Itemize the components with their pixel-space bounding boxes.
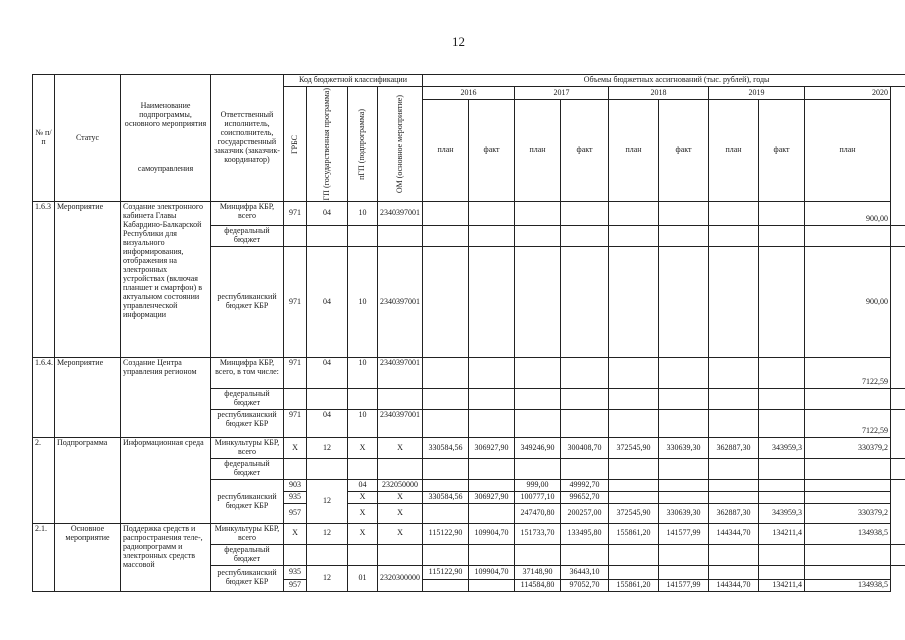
cell-plan-2016: 115122,90 bbox=[423, 524, 469, 545]
cell-fact-2019: 343959,3 bbox=[759, 438, 805, 459]
cell-plan-2017: 999,00 bbox=[515, 480, 561, 492]
cell-om: 232050000 bbox=[378, 480, 423, 492]
row-responsible: федеральный бюджет bbox=[211, 459, 284, 480]
row-responsible: федеральный бюджет bbox=[211, 544, 284, 565]
cell-pgp: 01 bbox=[348, 565, 378, 591]
cell-gp: 04 bbox=[307, 202, 348, 226]
budget-table bbox=[32, 74, 905, 592]
cell-grbs: 935 bbox=[284, 565, 307, 579]
row-name: Создание электронного кабинета Главы Кабардино-Балкарской Республики для визуального информирования, отображения на электронных устройствах (включая планшет и смартфон) в актуальном состоянии управленческой информации bbox=[121, 202, 211, 358]
cell-plan-2017: 349246,90 bbox=[515, 438, 561, 459]
header-plan: план bbox=[805, 100, 891, 202]
cell-plan-2018: 155861,20 bbox=[609, 524, 659, 545]
header-plan: план bbox=[423, 100, 469, 202]
cell-fact-2018: 330639,30 bbox=[659, 438, 709, 459]
header-name-text: Наименование подпрограммы, основного мероприятия bbox=[124, 101, 207, 129]
cell-plan-2020: 330379,2 bbox=[805, 438, 891, 459]
cell-om: 2320300000 bbox=[378, 565, 423, 591]
table-row bbox=[33, 202, 905, 226]
header-status: Статус bbox=[55, 75, 121, 202]
cell-plan-2017: 114584,80 bbox=[515, 579, 561, 591]
header-fact: факт bbox=[561, 100, 609, 202]
header-grbs: ГРБС bbox=[289, 134, 299, 154]
cell-gp: 12 bbox=[307, 480, 348, 524]
cell-gp: 12 bbox=[307, 524, 348, 545]
cell-plan-2019: 362887,30 bbox=[709, 504, 759, 524]
row-number: 1.6.3 bbox=[33, 202, 55, 358]
cell-plan-2020: 134938,5 bbox=[805, 524, 891, 545]
cell-pgp: 04 bbox=[348, 480, 378, 492]
cell-plan-2019: 144344,70 bbox=[709, 579, 759, 591]
header-kbk: Код бюджетной классификации bbox=[284, 75, 423, 87]
cell-fact-2016: 306927,90 bbox=[469, 438, 515, 459]
cell-grbs: 971 bbox=[284, 358, 307, 389]
cell-om: Х bbox=[378, 492, 423, 504]
header-plan: план bbox=[515, 100, 561, 202]
cell-fact-2016: 109904,70 bbox=[469, 565, 515, 579]
row-responsible: Минцифра КБР, всего bbox=[211, 202, 284, 226]
cell-grbs: 971 bbox=[284, 410, 307, 438]
header-year-2016: 2016 bbox=[423, 86, 515, 99]
header-year-2018: 2018 bbox=[609, 86, 709, 99]
cell-plan-2018: 372545,90 bbox=[609, 438, 659, 459]
cell-plan-2017: 37148,90 bbox=[515, 565, 561, 579]
cell-om: 2340397001 bbox=[378, 202, 423, 226]
cell-gp: 04 bbox=[307, 410, 348, 438]
header-gp: ГП (государственная программа) bbox=[321, 87, 331, 201]
header-om: ОМ (основное мероприятие) bbox=[394, 95, 404, 194]
cell-pgp: 10 bbox=[348, 202, 378, 226]
row-responsible: Минцифра КБР, всего, в том числе: bbox=[211, 358, 284, 389]
cell-grbs: 957 bbox=[284, 579, 307, 591]
cell-om: 2340397001 bbox=[378, 358, 423, 389]
cell-fact-2017: 97052,70 bbox=[561, 579, 609, 591]
cell-fact-2017: 133495,80 bbox=[561, 524, 609, 545]
row-responsible: республиканский бюджет КБР bbox=[211, 565, 284, 591]
cell-om: Х bbox=[378, 524, 423, 545]
cell-fact-2017: 300408,70 bbox=[561, 438, 609, 459]
cell-pgp: Х bbox=[348, 492, 378, 504]
row-responsible: федеральный бюджет bbox=[211, 389, 284, 410]
header-year-2020: 2020 bbox=[805, 86, 891, 99]
cell-fact-2018: 141577,99 bbox=[659, 524, 709, 545]
cell-gp: 12 bbox=[307, 565, 348, 591]
cell-fact-2019: 134211,4 bbox=[759, 579, 805, 591]
cell-pgp: Х bbox=[348, 524, 378, 545]
row-status: Подпрограмма bbox=[55, 438, 121, 524]
header-fact: факт bbox=[759, 100, 805, 202]
cell-fact-2017: 99652,70 bbox=[561, 492, 609, 504]
header-year-2017: 2017 bbox=[515, 86, 609, 99]
cell-plan-2016: 330584,56 bbox=[423, 492, 469, 504]
cell-plan-2020: 900,00 bbox=[805, 202, 891, 226]
cell-plan-2017: 100777,10 bbox=[515, 492, 561, 504]
cell-plan-2020: 7122,59 bbox=[805, 358, 891, 389]
header-year-2019: 2019 bbox=[709, 86, 805, 99]
header-name-continued: самоуправления bbox=[137, 164, 194, 174]
header-name bbox=[121, 75, 211, 202]
cell-grbs: 935 bbox=[284, 492, 307, 504]
row-name: Поддержка средств и распространения теле-, радиопрограмм и электронных средств массовой bbox=[121, 524, 211, 592]
header-plan: план bbox=[609, 100, 659, 202]
header-fact: факт bbox=[469, 100, 515, 202]
cell-fact-2016: 306927,90 bbox=[469, 492, 515, 504]
cell-fact-2019: 134211,4 bbox=[759, 524, 805, 545]
cell-plan-2019: 144344,70 bbox=[709, 524, 759, 545]
header-pgp: пГП (подпрограмма) bbox=[357, 108, 367, 180]
page-number: 12 bbox=[452, 34, 465, 49]
header-responsible: Ответственный исполнитель, соисполнитель, государственный заказчик (заказчик-координатор) bbox=[211, 75, 284, 202]
row-status: Мероприятие bbox=[55, 202, 121, 358]
cell-fact-2017: 200257,00 bbox=[561, 504, 609, 524]
cell-pgp: 10 bbox=[348, 410, 378, 438]
cell-plan-2018: 155861,20 bbox=[609, 579, 659, 591]
row-responsible: федеральный бюджет bbox=[211, 226, 284, 247]
cell-grbs: 903 bbox=[284, 480, 307, 492]
row-number: 1.6.4. bbox=[33, 358, 55, 438]
cell-fact-2016: 109904,70 bbox=[469, 524, 515, 545]
row-responsible: Минкультуры КБР, всего bbox=[211, 438, 284, 459]
row-responsible: республиканский бюджет КБР bbox=[211, 410, 284, 438]
cell-pgp: 10 bbox=[348, 247, 378, 358]
cell-gp: 04 bbox=[307, 358, 348, 389]
table-row bbox=[33, 358, 905, 389]
cell-grbs: 971 bbox=[284, 247, 307, 358]
row-responsible: республиканский бюджет КБР bbox=[211, 480, 284, 524]
cell-fact-2019: 343959,3 bbox=[759, 504, 805, 524]
header-plan: план bbox=[709, 100, 759, 202]
cell-om: Х bbox=[378, 504, 423, 524]
cell-gp: 12 bbox=[307, 438, 348, 459]
cell-plan-2016: 115122,90 bbox=[423, 565, 469, 579]
cell-fact-2017: 36443,10 bbox=[561, 565, 609, 579]
cell-fact-2018: 141577,99 bbox=[659, 579, 709, 591]
cell-fact-2017: 49992,70 bbox=[561, 480, 609, 492]
cell-plan-2019: 362887,30 bbox=[709, 438, 759, 459]
row-number: 2. bbox=[33, 438, 55, 524]
cell-om: Х bbox=[378, 438, 423, 459]
cell-plan-2020: 330379,2 bbox=[805, 504, 891, 524]
cell-pgp: Х bbox=[348, 438, 378, 459]
cell-plan-2020: 900,00 bbox=[805, 247, 891, 358]
cell-plan-2018: 372545,90 bbox=[609, 504, 659, 524]
header-volumes: Объемы бюджетных ассигнований (тыс. рублей), годы bbox=[423, 75, 905, 87]
cell-om: 2340397001 bbox=[378, 410, 423, 438]
cell-plan-2020: 134938,5 bbox=[805, 579, 891, 591]
cell-plan-2020: 7122,59 bbox=[805, 410, 891, 438]
row-responsible: республиканский бюджет КБР bbox=[211, 247, 284, 358]
cell-plan-2017: 247470,80 bbox=[515, 504, 561, 524]
header-no: № п/п bbox=[33, 75, 55, 202]
cell-om: 2340397001 bbox=[378, 247, 423, 358]
row-status: Мероприятие bbox=[55, 358, 121, 438]
row-name: Информационная среда bbox=[121, 438, 211, 524]
cell-grbs: Х bbox=[284, 438, 307, 459]
cell-pgp: Х bbox=[348, 504, 378, 524]
row-responsible: Минкультуры КБР, всего bbox=[211, 524, 284, 545]
cell-plan-2017: 151733,70 bbox=[515, 524, 561, 545]
header-fact: факт bbox=[659, 100, 709, 202]
row-number: 2.1. bbox=[33, 524, 55, 592]
row-name: Создание Центра управления регионом bbox=[121, 358, 211, 438]
row-status: Основное мероприятие bbox=[55, 524, 121, 592]
cell-grbs: 971 bbox=[284, 202, 307, 226]
cell-fact-2018: 330639,30 bbox=[659, 504, 709, 524]
cell-plan-2016: 330584,56 bbox=[423, 438, 469, 459]
cell-grbs: 957 bbox=[284, 504, 307, 524]
table-row bbox=[33, 438, 905, 459]
cell-grbs: Х bbox=[284, 524, 307, 545]
table-row bbox=[33, 524, 905, 545]
cell-pgp: 10 bbox=[348, 358, 378, 389]
cell-gp: 04 bbox=[307, 247, 348, 358]
